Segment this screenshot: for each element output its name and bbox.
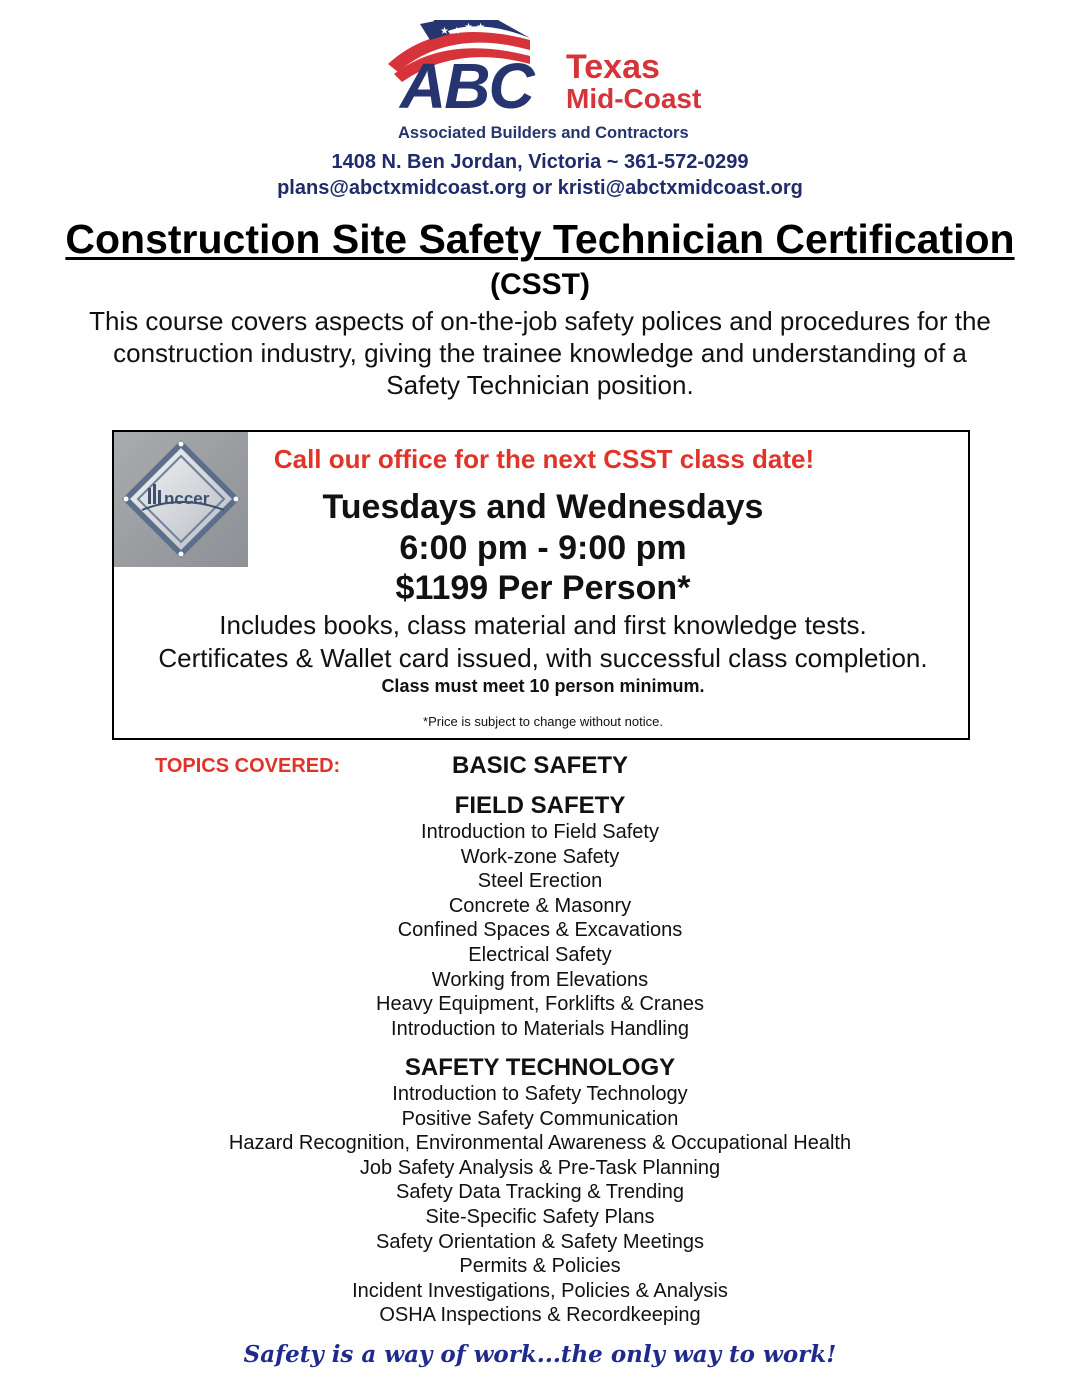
list-item: Incident Investigations, Policies & Analysis <box>352 1279 728 1302</box>
page-title: Construction Site Safety Technician Certification <box>65 216 1015 262</box>
class-days: Tuesdays and Wednesdays <box>322 488 764 526</box>
field-safety-heading: FIELD SAFETY <box>454 792 626 819</box>
list-item: Working from Elevations <box>431 968 649 991</box>
list-item: OSHA Inspections & Recordkeeping <box>379 1304 701 1327</box>
safety-technology-heading: SAFETY TECHNOLOGY <box>404 1054 676 1081</box>
certificates-note: Certificates & Wallet card issued, with successful class completion. <box>158 643 928 673</box>
field-safety-list <box>0 820 1080 1041</box>
list-item: Positive Safety Communication <box>401 1107 679 1130</box>
list-item: Hazard Recognition, Environmental Awareness & Occupational Health <box>228 1132 852 1155</box>
address-line: 1408 N. Ben Jordan, Victoria ~ 361-572-0299 <box>331 151 749 173</box>
list-item: Work-zone Safety <box>460 845 620 868</box>
list-item: Steel Erection <box>477 870 603 893</box>
list-item: Electrical Safety <box>468 943 612 966</box>
list-item: Introduction to Materials Handling <box>391 1017 689 1040</box>
list-item: Concrete & Masonry <box>448 894 632 917</box>
basic-safety-heading: BASIC SAFETY <box>451 752 628 779</box>
list-item: Job Safety Analysis & Pre-Task Planning <box>359 1156 721 1179</box>
safety-technology-list <box>0 1082 1080 1328</box>
class-info-box <box>112 430 970 740</box>
abc-logo-letters: ABC <box>400 50 533 122</box>
price-includes: Includes books, class material and first knowledge tests. <box>219 610 867 640</box>
list-item: Site-Specific Safety Plans <box>425 1205 655 1228</box>
list-item: Safety Orientation & Safety Meetings <box>376 1230 704 1253</box>
logo-region-line2: Mid-Coast <box>566 83 702 114</box>
nccer-logo-text: nccer <box>164 489 210 508</box>
class-time: 6:00 pm - 9:00 pm <box>399 529 687 567</box>
list-item: Introduction to Safety Technology <box>392 1083 688 1105</box>
list-item: Permits & Policies <box>459 1255 621 1278</box>
logo-org-name: Associated Builders and Contractors <box>398 124 689 142</box>
price-disclaimer: *Price is subject to change without notice. <box>423 714 663 729</box>
svg-text:★ ★: ★ ★ <box>464 22 486 33</box>
minimum-enrollment: Class must meet 10 person minimum. <box>381 676 705 696</box>
email-line[interactable]: plans@abctxmidcoast.org or kristi@abctxmidcoast.org <box>277 177 803 199</box>
course-description: This course covers aspects of on-the-job safety polices and procedures for the construction industry, giving the trainee knowledge and understanding of a Safety Technician position. <box>89 306 991 400</box>
list-item: Introduction to Field Safety <box>421 821 659 843</box>
svg-text:★ ★: ★ ★ <box>440 26 462 37</box>
class-price: $1199 Per Person* <box>395 569 691 607</box>
list-item: Safety Data Tracking & Trending <box>396 1181 684 1204</box>
safety-tagline: Safety is a way of work...the only way to work! <box>243 1341 837 1368</box>
abc-texas-midcoast-logo <box>380 12 720 144</box>
topics-covered-label: TOPICS COVERED: <box>155 755 341 777</box>
logo-region-line1: Texas <box>566 48 660 86</box>
course-abbreviation: (CSST) <box>490 268 590 301</box>
list-item: Heavy Equipment, Forklifts & Cranes <box>376 993 704 1016</box>
list-item: Confined Spaces & Excavations <box>397 919 683 942</box>
call-office-notice: Call our office for the next CSST class date! <box>273 444 815 474</box>
